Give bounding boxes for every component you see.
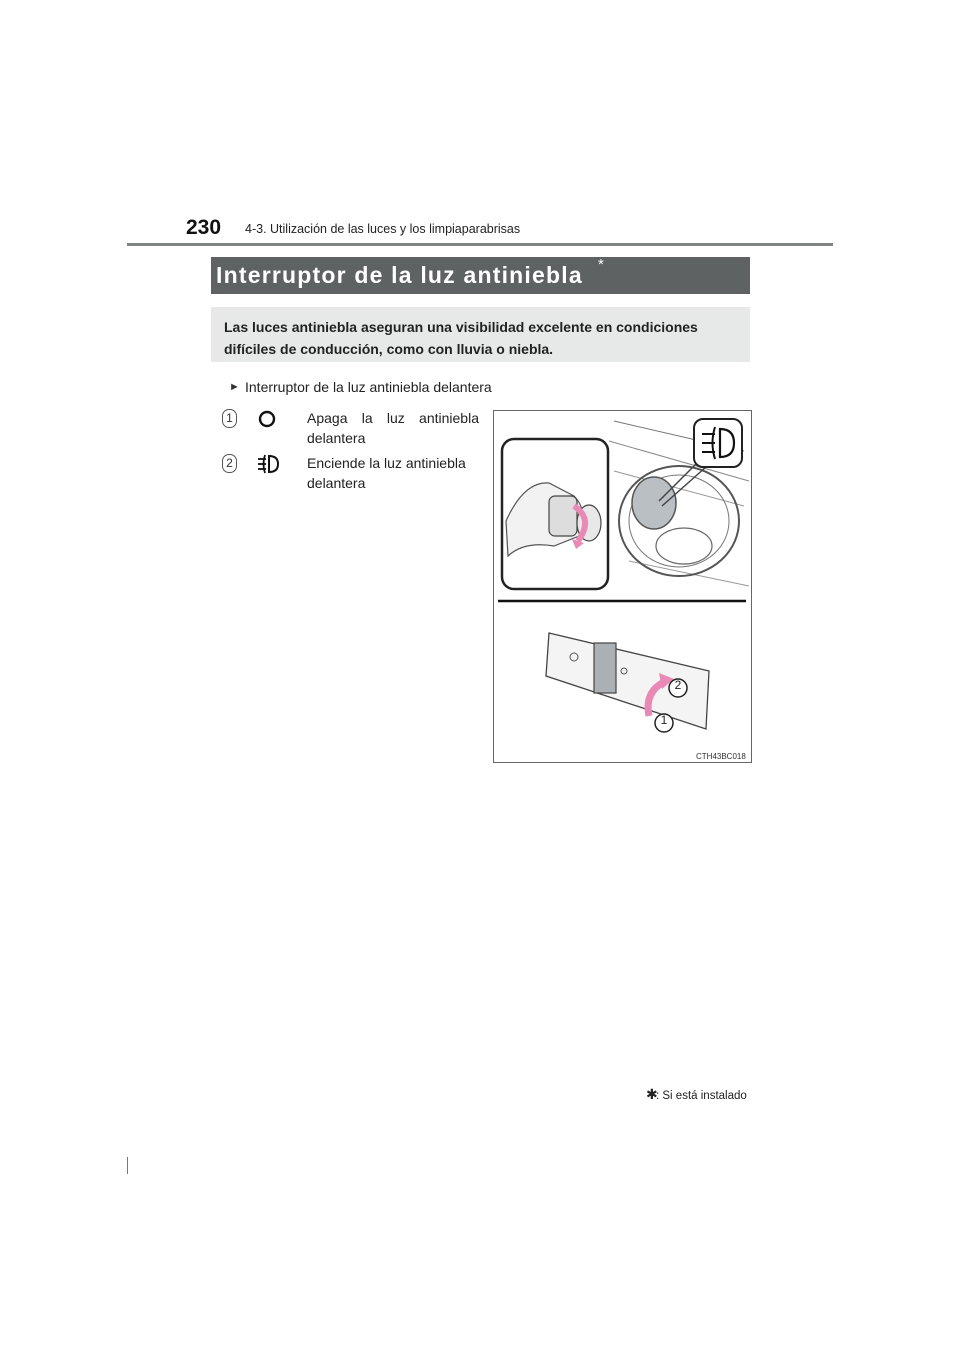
fog-light-off-icon [257, 409, 277, 429]
figure-callout-1: 1 [660, 713, 668, 727]
margin-mark [127, 1157, 128, 1174]
page-title: Interruptor de la luz antiniebla [216, 262, 583, 288]
title-asterisk: * [598, 256, 604, 273]
page-number: 230 [186, 216, 222, 239]
front-fog-light-icon [256, 453, 280, 475]
bullet-arrow-icon: ► [229, 381, 240, 393]
footnote-asterisk-icon: ✱ [646, 1086, 658, 1102]
figure-code-label: CTH43BC018 [696, 752, 746, 761]
figure-callout-2: 2 [674, 678, 682, 692]
item-1-text: Apaga la luz antiniebla [307, 410, 479, 426]
item-2-text-continued: delantera [307, 475, 366, 491]
header-divider [127, 243, 833, 246]
intro-text: Las luces antiniebla aseguran una visibilidad excelente en condiciones difíciles de conducción, como con lluvia o niebla. [224, 319, 698, 357]
fog-switch-illustration [494, 411, 751, 762]
item-number-1: 1 [222, 409, 237, 428]
item-1-text-continued: delantera [307, 430, 366, 446]
bullet-heading: Interruptor de la luz antiniebla delantera [245, 379, 492, 395]
section-reference: 4-3. Utilización de las luces y los limpiaparabrisas [245, 222, 521, 236]
item-number-2: 2 [222, 454, 237, 473]
footnote-text: : Si está instalado [656, 1090, 747, 1102]
illustration-figure [493, 410, 752, 763]
item-2-text: Enciende la luz antiniebla [307, 455, 466, 471]
